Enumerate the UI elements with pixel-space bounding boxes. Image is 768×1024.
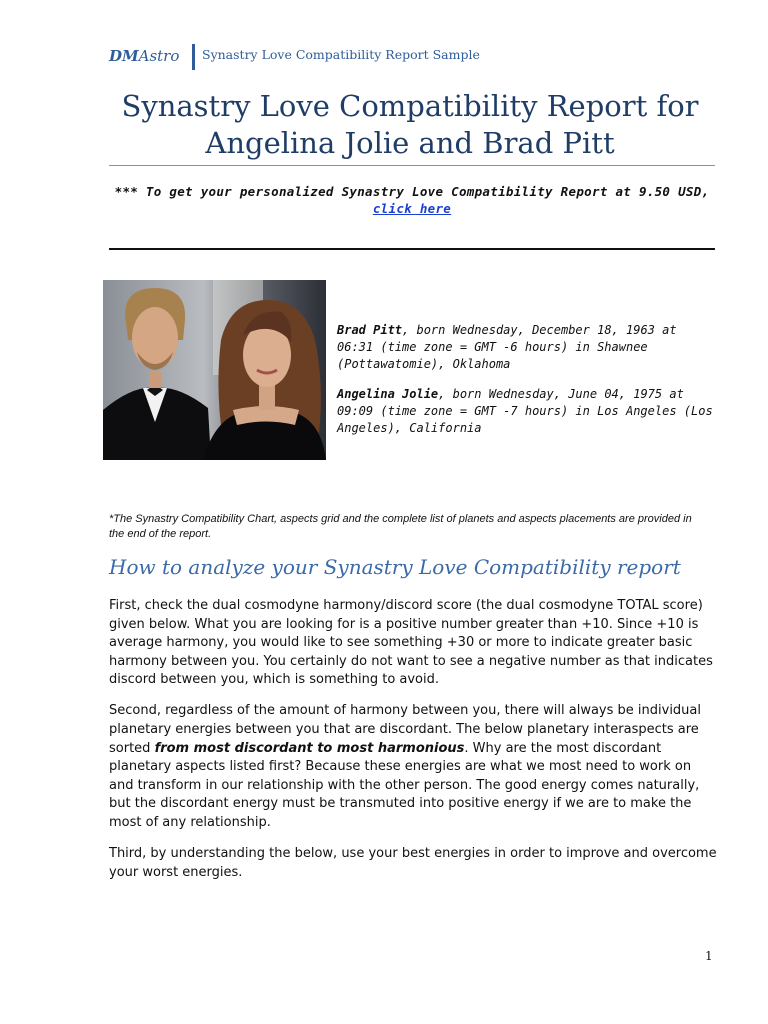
body-text <box>109 597 717 895</box>
page-number: 1 <box>705 949 713 963</box>
brand-logo: DMAstro <box>109 47 180 65</box>
birth-detail-angelina: Angelina Jolie, born Wednesday, June 04, 1975 at 09:09 (time zone = GMT -7 hours) in Los Angeles (Los Angeles), California <box>337 387 713 435</box>
paragraph-2: Second, regardless of the amount of harmony between you, there will always be individual planetary energies between you that are discordant. The below planetary interaspects are sorted from most discordant to most harmonious. Why are the most discordant planetary aspects listed first? Because these energies are what we most need to work on and transform in our relationship with the other person. The good energy comes naturally, but the discordant energy must be transmuted into positive energy if we are to make the most of any relationship. <box>109 703 701 831</box>
header-divider <box>192 44 195 70</box>
title-underline <box>109 165 715 166</box>
report-title: Synastry Love Compatibility Report for Angelina Jolie and Brad Pitt <box>121 89 699 160</box>
section-divider <box>109 248 715 250</box>
couple-photo <box>103 280 326 460</box>
chart-footnote: *The Synastry Compatibility Chart, aspects grid and the complete list of planets and aspects placements are provided in the end of the report. <box>109 513 692 540</box>
promo-text: *** To get your personalized Synastry Love Compatibility Report at 9.50 USD, click here <box>114 184 710 216</box>
birth-detail-brad: Brad Pitt, born Wednesday, December 18, 1963 at 06:31 (time zone = GMT -6 hours) in Shawnee (Pottawatomie), Oklahoma <box>337 323 677 371</box>
page-header <box>109 42 719 70</box>
section-heading: How to analyze your Synastry Love Compatibility report <box>109 555 681 579</box>
birth-details <box>337 322 717 450</box>
paragraph-3: Third, by understanding the below, use your best energies in order to improve and overcome your worst energies. <box>109 846 717 880</box>
header-doc-title: Synastry Love Compatibility Report Sample <box>202 47 480 62</box>
paragraph-1: First, check the dual cosmodyne harmony/discord score (the dual cosmodyne TOTAL score) given below. What you are looking for is a positive number greater than +10. Since +10 is average harmony, you would like to see something +30 or more to indicate greater basic harmony between you. You certainly do not want to see a negative number as that indicates discord between you, which is something to avoid. <box>109 598 713 688</box>
click-here-link[interactable]: click here <box>372 201 452 216</box>
